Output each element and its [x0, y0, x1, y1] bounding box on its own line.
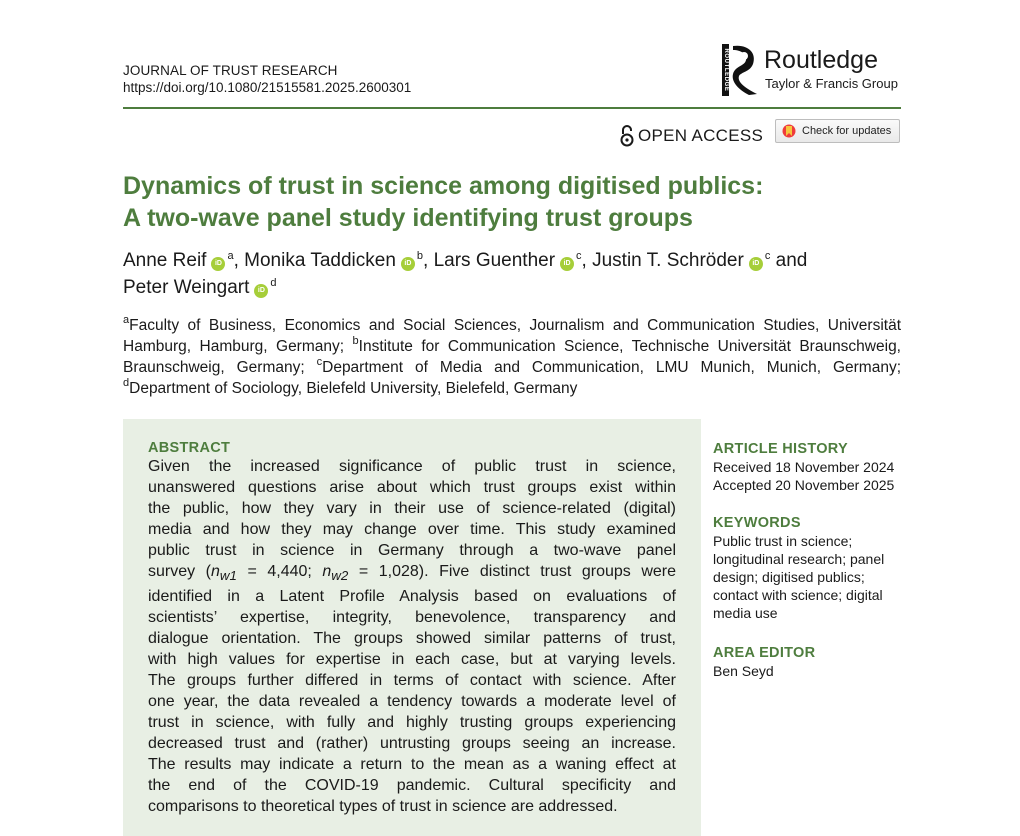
abstract-line: Given the increased significance of public trust in science, [148, 458, 676, 475]
abstract-line: trust in science, with fully and highly trusting groups experiencing [148, 714, 676, 732]
author-affiliation-mark: d [270, 277, 277, 289]
open-access-label: OPEN ACCESS [638, 126, 764, 145]
orcid-icon[interactable]: iD [401, 257, 415, 271]
check-for-updates-label: Check for updates [802, 125, 892, 137]
crossmark-icon [782, 123, 796, 139]
author-name[interactable]: Anne Reif [123, 250, 207, 271]
journal-header [123, 62, 411, 96]
author-line-2 [123, 274, 913, 301]
affiliation-line: Braunschweig, Germany; $^c$Department of Media and Communication, LMU Munich, Munich, Germany; [123, 356, 902, 376]
area-editor-name: Ben Seyd [713, 663, 774, 679]
keyword-line: design; digitised publics; [713, 569, 865, 585]
abstract-line-survey: survey ($n_{w1} = 4,440$; $n_{w2} = 1,028$). Five distinct trust groups were [148, 563, 676, 584]
author-name[interactable]: Monika Taddicken [244, 250, 396, 271]
abstract-line: public trust in science in Germany through a two-wave panel [148, 542, 676, 559]
routledge-logo-icon [722, 44, 758, 96]
keyword-line: longitudinal research; panel [713, 551, 885, 567]
abstract-line: scientists’ expertise, integrity, benevolence, transparency and [148, 609, 676, 627]
title-line-2: A two-wave panel study identifying trust groups [123, 204, 693, 232]
keywords-heading: KEYWORDS [713, 515, 801, 531]
publisher-logo[interactable] [722, 44, 902, 96]
abstract-line: unanswered questions arise about which trust groups exist within [148, 479, 676, 496]
keyword-line: media use [713, 605, 778, 621]
abstract-line: The results may indicate a return to the mean as a waning effect at [148, 756, 676, 774]
keywords [713, 514, 913, 622]
abstract-line: with high values for expertise in each case, but at varying levels. [148, 651, 676, 669]
abstract-line: decreased trust and (rather) untrusting groups seeing an increase. [148, 735, 676, 753]
author-affiliation-mark: c [764, 250, 771, 262]
author-list [123, 247, 913, 301]
abstract-heading: ABSTRACT [148, 440, 231, 456]
affiliations [123, 315, 901, 399]
abstract-line: the public, how they vary in their use of science-related (digital) [148, 500, 676, 517]
title-line-1: Dynamics of trust in science among digitised publics: [123, 172, 764, 200]
abstract-text [148, 456, 676, 817]
open-lock-icon [620, 125, 634, 147]
author-affiliation-mark: a [227, 250, 234, 262]
accepted-date: Accepted 20 November 2025 [713, 477, 895, 493]
orcid-icon[interactable]: iD [211, 257, 225, 271]
area-editor-heading: AREA EDITOR [713, 645, 816, 661]
author-affiliation-mark: b [416, 250, 424, 262]
logo-vertical-text: ROUTLEDGE [723, 48, 729, 92]
abstract-line: comparisons to theoretical types of trust in science are addressed. [148, 798, 618, 816]
publisher-name: Routledge [764, 46, 878, 74]
keyword-line: Public trust in science; [713, 533, 853, 549]
author-affiliation-mark: c [576, 250, 582, 262]
orcid-icon[interactable]: iD [254, 284, 268, 298]
article-title [123, 170, 883, 234]
area-editor [713, 644, 913, 680]
abstract-line: one year, the data revealed a tendency towards a moderate level of [148, 693, 676, 711]
author-name[interactable]: Justin T. Schröder [592, 250, 744, 271]
open-access-badge [620, 124, 763, 148]
affiliation-line: $^d$Department of Sociology, Bielefeld University, Bielefeld, Germany [123, 377, 578, 397]
abstract-line: The groups further differed in terms of contact with science. After [148, 672, 676, 690]
abstract-line: the end of the COVID-19 pandemic. Cultural specificity and [148, 777, 676, 795]
affiliation-line: Hamburg, Hamburg, Germany; $^b$Institute for Communication Science, Technische Universität Braunschweig, [123, 335, 901, 355]
received-date: Received 18 November 2024 [713, 459, 895, 475]
author-name[interactable]: Lars Guenther [433, 250, 556, 271]
orcid-icon[interactable]: iD [749, 257, 763, 271]
affiliation-line: $^a$Faculty of Business, Economics and Social Sciences, Journalism and Communication Studies, Universität [123, 314, 901, 334]
author-name[interactable]: Peter Weingart [123, 277, 250, 298]
abstract-line: identified in a Latent Profile Analysis based on evaluations of [148, 588, 676, 606]
article-history-heading: ARTICLE HISTORY [713, 441, 849, 457]
orcid-icon[interactable]: iD [560, 257, 574, 271]
doi-link[interactable]: https://doi.org/10.1080/21515581.2025.2600301 [123, 80, 412, 95]
article-history [713, 440, 913, 494]
abstract-line: media and how they may change over time. This study examined [148, 521, 676, 538]
keyword-line: contact with science; digital [713, 587, 883, 603]
publisher-group: Taylor & Francis Group [765, 76, 898, 91]
author-line-1: Anne Reif $iD^a$, Monika Taddicken $iD^b$, Lars Guenther $iD^c$, Justin T. Schröder $iD^c$ and [123, 250, 808, 271]
header-divider [123, 107, 901, 109]
journal-name: JOURNAL OF TRUST RESEARCH [123, 63, 338, 78]
abstract-panel [123, 419, 701, 836]
abstract-line: dialogue orientation. The groups showed similar patterns of trust, [148, 630, 676, 648]
check-for-updates-button[interactable] [775, 119, 900, 143]
